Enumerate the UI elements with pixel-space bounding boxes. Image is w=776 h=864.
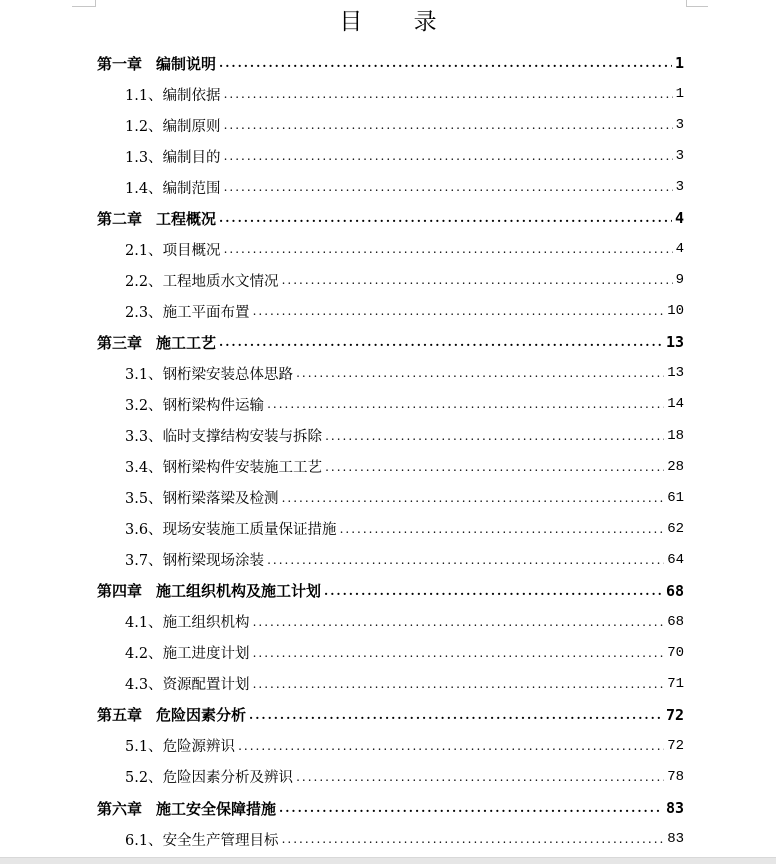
toc-section-entry[interactable] (125, 237, 684, 261)
toc-entry-title: 编制依据 (162, 87, 221, 104)
toc-entry-page-number: 9 (675, 272, 684, 289)
toc-entry-page-number: 78 (667, 768, 684, 785)
dot-leader (253, 672, 665, 696)
dot-leader (249, 703, 663, 727)
dot-leader (238, 734, 664, 758)
toc-section-entry[interactable] (125, 672, 684, 696)
toc-entry-title: 钢桁梁安装总体思路 (162, 366, 294, 383)
toc-chapter-entry[interactable] (97, 796, 684, 820)
dot-leader (279, 796, 663, 820)
toc-section-entry[interactable] (125, 517, 684, 541)
toc-entry-number: 第二章 (97, 209, 143, 228)
toc-section-entry[interactable] (125, 268, 684, 292)
toc-entry-title: 临时支撑结构安装与拆除 (162, 429, 323, 445)
toc-entry-number: 3.7、 (125, 553, 163, 570)
toc-entry-page-number: 71 (667, 675, 684, 692)
toc-section-entry[interactable] (125, 299, 684, 323)
toc-entry-title: 危险因素分析 (156, 706, 247, 725)
toc-entry-number: 3.4、 (125, 460, 163, 476)
toc-entry-number: 1.3、 (125, 149, 163, 166)
toc-entry-page-number: 4 (675, 241, 684, 258)
toc-entry-page-number: 62 (667, 520, 684, 537)
toc-section-entry[interactable] (125, 734, 684, 758)
toc-entry-title: 钢桁梁现场涂装 (162, 553, 265, 570)
toc-entry-title: 编制目的 (162, 149, 221, 166)
toc-entry-page-number: 3 (675, 148, 684, 165)
crop-mark (686, 6, 708, 7)
dot-leader (224, 113, 673, 137)
toc-entry-page-number: 72 (667, 737, 684, 754)
toc-section-entry[interactable] (125, 361, 684, 385)
dot-leader (253, 299, 665, 323)
toc-entry-title: 编制范围 (162, 180, 221, 197)
toc-entry-page-number: 13 (667, 365, 684, 382)
toc-entry-number: 5.2、 (125, 770, 163, 787)
toc-entry-title: 项目概况 (162, 242, 221, 259)
toc-entry-page-number: 18 (667, 427, 684, 444)
toc-entry-page-number: 83 (665, 799, 684, 817)
dot-leader (324, 579, 663, 603)
toc-entry-title: 工程概况 (156, 209, 217, 228)
dot-leader (224, 144, 673, 168)
toc-entry-number: 3.5、 (125, 491, 163, 508)
toc-entry-page-number: 61 (667, 489, 684, 506)
toc-entry-title: 工程地质水文情况 (162, 273, 279, 290)
toc-entry-page-number: 3 (675, 179, 684, 196)
crop-mark (72, 6, 96, 7)
toc-entry-page-number: 28 (667, 458, 684, 475)
dot-leader (253, 641, 665, 665)
toc-entry-title: 施工工艺 (156, 333, 217, 352)
toc-entry-page-number: 72 (665, 705, 684, 724)
toc-entry-title: 施工组织机构 (162, 615, 250, 632)
toc-section-entry[interactable] (125, 827, 684, 851)
toc-entry-title: 危险源辨识 (162, 739, 236, 756)
toc-entry-number: 5.1、 (125, 739, 163, 756)
toc-entry-number: 3.3、 (125, 429, 163, 445)
dot-leader (325, 455, 664, 479)
dot-leader (253, 610, 665, 634)
toc-entry-title: 施工组织机构及施工计划 (156, 582, 322, 601)
toc-entry-title: 钢桁梁落梁及检测 (162, 491, 279, 508)
toc-section-entry[interactable] (125, 175, 684, 199)
toc-entry-title: 钢桁梁构件运输 (162, 397, 265, 414)
toc-section-entry[interactable] (125, 641, 684, 665)
toc-entry-number: 3.6、 (125, 522, 163, 539)
toc-entry-title: 资源配置计划 (162, 677, 250, 694)
toc-entry-title: 安全生产管理目标 (162, 832, 279, 849)
toc-entry-page-number: 68 (665, 581, 684, 600)
toc-entry-number: 3.1、 (125, 366, 163, 383)
dot-leader (282, 486, 665, 510)
toc-chapter-entry[interactable] (97, 51, 684, 75)
toc-section-entry[interactable] (125, 144, 684, 168)
toc-entry-title: 钢桁梁构件安装施工工艺 (162, 460, 323, 476)
toc-entry-number: 2.2、 (125, 273, 163, 290)
toc-entry-page-number: 10 (667, 303, 684, 320)
toc-entry-number: 第五章 (97, 706, 143, 725)
dot-leader (267, 548, 664, 572)
dot-leader (219, 330, 663, 354)
toc-section-entry[interactable] (125, 548, 684, 572)
dot-leader (325, 424, 664, 448)
toc-section-entry[interactable] (125, 455, 684, 479)
toc-chapter-entry[interactable] (97, 703, 684, 727)
toc-entry-number: 1.4、 (125, 180, 163, 197)
dot-leader (224, 82, 673, 106)
toc-entry-title: 现场安装施工质量保证措施 (162, 522, 337, 539)
dot-leader (282, 827, 665, 851)
toc-entry-number: 第三章 (97, 333, 143, 352)
toc-entry-page-number: 70 (667, 644, 684, 661)
toc-section-entry[interactable] (125, 82, 684, 106)
toc-entry-number: 2.1、 (125, 242, 163, 259)
toc-entry-number: 3.2、 (125, 397, 163, 414)
toc-entry-number: 第四章 (97, 582, 143, 601)
toc-entry-number: 4.1、 (125, 615, 163, 632)
toc-title: 目 录 (339, 9, 459, 35)
toc-section-entry[interactable] (125, 392, 684, 416)
toc-entry-page-number: 1 (674, 54, 684, 72)
toc-entry-number: 第六章 (97, 799, 143, 818)
page-gap (0, 857, 776, 864)
dot-leader (340, 517, 665, 541)
toc-entry-title: 施工安全保障措施 (156, 799, 277, 818)
toc-chapter-entry[interactable] (97, 206, 684, 230)
toc-entry-page-number: 83 (667, 831, 684, 847)
toc-entry-number: 6.1、 (125, 832, 163, 849)
toc-entry-number: 4.2、 (125, 646, 163, 663)
toc-entry-title: 施工平面布置 (162, 304, 250, 321)
toc-entry-title: 编制原则 (162, 118, 221, 135)
toc-entry-page-number: 1 (675, 86, 684, 102)
dot-leader (224, 175, 673, 199)
toc-entry-page-number: 13 (665, 333, 684, 352)
toc-entry-page-number: 64 (667, 551, 684, 568)
dot-leader (296, 361, 664, 385)
dot-leader (282, 268, 673, 292)
toc-section-entry[interactable] (125, 610, 684, 634)
dot-leader (219, 51, 672, 75)
toc-entry-page-number: 14 (667, 396, 684, 413)
toc-entry-number: 第一章 (97, 54, 143, 73)
toc-entry-title: 编制说明 (156, 54, 217, 73)
toc-entry-number: 1.1、 (125, 87, 163, 104)
dot-leader (224, 237, 673, 261)
dot-leader (267, 392, 664, 416)
toc-entry-page-number: 68 (667, 613, 684, 630)
toc-section-entry[interactable] (125, 486, 684, 510)
toc-entry-title: 施工进度计划 (162, 646, 250, 663)
toc-entry-number: 1.2、 (125, 118, 163, 135)
toc-entry-page-number: 3 (675, 117, 684, 134)
toc-entry-page-number: 4 (674, 209, 684, 228)
toc-section-entry[interactable] (125, 113, 684, 137)
toc-entry-number: 2.3、 (125, 304, 163, 321)
toc-entry-number: 4.3、 (125, 677, 163, 694)
dot-leader (219, 206, 672, 230)
dot-leader (296, 765, 664, 789)
toc-section-entry[interactable] (125, 424, 684, 448)
toc-chapter-entry[interactable] (97, 579, 684, 603)
toc-entry-title: 危险因素分析及辨识 (162, 770, 294, 787)
toc-chapter-entry[interactable] (97, 330, 684, 354)
toc-section-entry[interactable] (125, 765, 684, 789)
